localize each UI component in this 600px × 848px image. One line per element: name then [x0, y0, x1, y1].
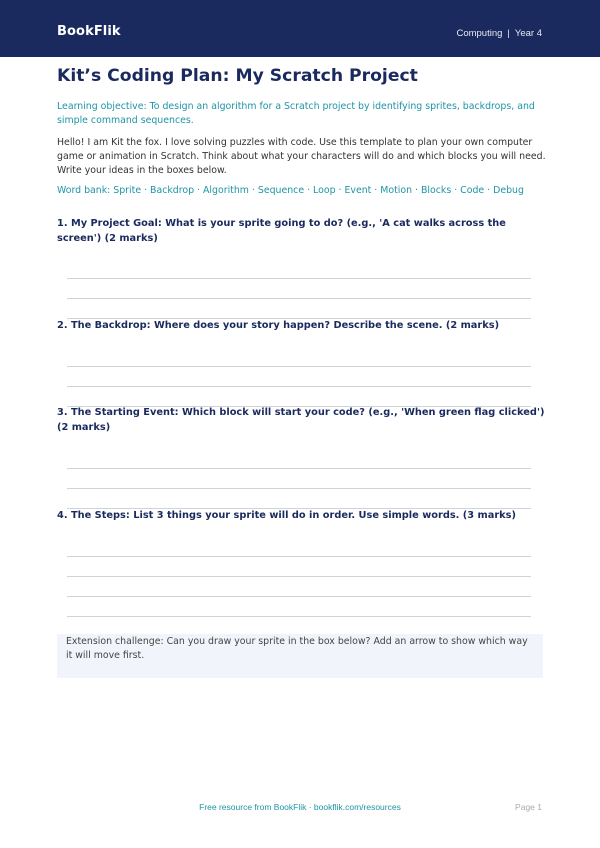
subject-year — [456, 28, 542, 39]
answer-line[interactable] — [67, 278, 531, 279]
answer-line[interactable] — [67, 576, 531, 577]
extension-challenge-box — [57, 634, 543, 678]
brand-logo[interactable]: BookFlik — [57, 24, 121, 39]
answer-line[interactable] — [67, 616, 531, 617]
question-1: 1. My Project Goal: What is your sprite going to do? (e.g., 'A cat walks across the screen') (2 marks) — [57, 218, 506, 244]
question-4: 4. The Steps: List 3 things your sprite will do in order. Use simple words. (3 marks) — [57, 510, 516, 521]
answer-line[interactable] — [67, 596, 531, 597]
footer-credit[interactable]: Free resource from BookFlik · bookflik.com/resources — [199, 802, 401, 812]
meta-separator: | — [507, 28, 510, 39]
subject-label: Computing — [456, 28, 503, 39]
learning-objective: Learning objective: To design an algorithm for a Scratch project by identifying sprites, backdrops, and simple command sequences. — [57, 101, 535, 126]
intro-paragraph: Hello! I am Kit the fox. I love solving puzzles with code. Use this template to plan your own computer game or animation in Scratch. Think about what your characters will do and which blocks you will need. Write your ideas in the boxes below. — [57, 137, 546, 176]
question-2: 2. The Backdrop: Where does your story happen? Describe the scene. (2 marks) — [57, 320, 500, 331]
year-label: Year 4 — [514, 28, 542, 39]
page-number: Page 1 — [515, 802, 542, 812]
answer-line[interactable] — [67, 298, 531, 299]
question-3: 3. The Starting Event: Which block will start your code? (e.g., 'When green flag clicked') (2 marks) — [57, 407, 545, 433]
answer-line[interactable] — [67, 556, 531, 557]
word-bank: Word bank: Sprite · Backdrop · Algorithm · Sequence · Loop · Event · Motion · Blocks · Code · Debug — [57, 185, 524, 196]
page-title: Kit’s Coding Plan: My Scratch Project — [57, 66, 418, 86]
answer-line[interactable] — [67, 386, 531, 387]
answer-line[interactable] — [67, 468, 531, 469]
answer-line[interactable] — [67, 366, 531, 367]
answer-line[interactable] — [67, 488, 531, 489]
header-bar — [0, 0, 600, 57]
extension-challenge-text: Extension challenge: Can you draw your sprite in the box below? Add an arrow to show which way it will move first. — [66, 636, 528, 661]
